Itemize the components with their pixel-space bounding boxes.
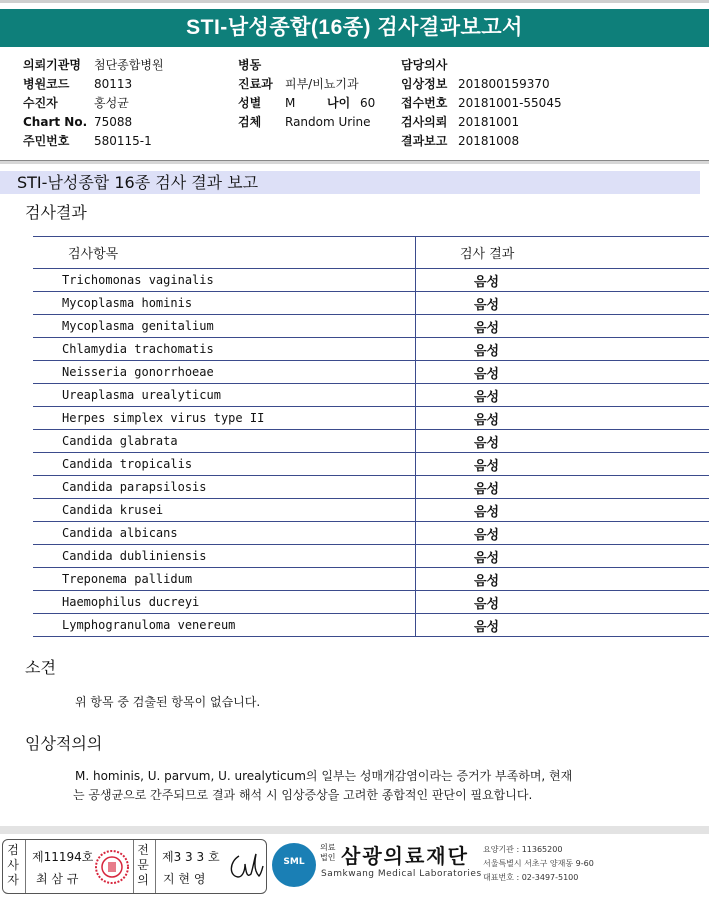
patient-label: 수진자 (23, 96, 58, 110)
reviewer-signature-icon (225, 850, 265, 884)
chart-label: Chart No. (23, 115, 88, 129)
table-row (33, 614, 709, 637)
table-row (33, 292, 709, 315)
test-result: 음성 (474, 389, 500, 405)
receipt-value: 20181001-55045 (458, 96, 562, 110)
report-title: STI-남성종합(16종) 검사결과보고서 (0, 9, 709, 47)
age-value: 60 (360, 96, 376, 110)
examiner-seal-icon (94, 849, 130, 885)
table-row (33, 568, 709, 591)
patient-value: 홍성균 (94, 96, 129, 110)
specimen-label: 검체 (238, 115, 262, 129)
hospital-code-value: 80113 (94, 77, 133, 91)
request-value: 20181001 (458, 115, 520, 129)
report-date-label: 결과보고 (401, 134, 448, 148)
test-item: Candida parapsilosis (33, 476, 416, 499)
org-name-en: Samkwang Medical Laboratories (321, 869, 482, 879)
test-item: Neisseria gonorrhoeae (33, 361, 416, 384)
examiner-name: 최 삼 규 (36, 872, 79, 886)
test-item: Haemophilus ducreyi (33, 591, 416, 614)
header-divider-shadow (0, 161, 709, 164)
reviewer-number: 제3 3 3 호 (162, 850, 220, 864)
test-result: 음성 (474, 274, 500, 290)
table-row (33, 476, 709, 499)
table-row (33, 591, 709, 614)
org-prefix (320, 843, 335, 863)
hospital-code-label: 병원코드 (23, 77, 70, 91)
test-item: Lymphogranuloma venereum (33, 614, 416, 637)
significance-line-2: 는 공생균으로 간주되므로 결과 해석 시 임상증상을 고려한 종합적인 판단이 필요합니다. (73, 788, 533, 802)
test-result: 음성 (474, 435, 500, 451)
test-result: 음성 (474, 343, 500, 359)
clinical-label: 임상정보 (401, 77, 448, 91)
test-item: Candida dubliniensis (33, 545, 416, 568)
table-row (33, 522, 709, 545)
info-middle (238, 56, 375, 132)
table-row (33, 453, 709, 476)
logo-text: SML (283, 857, 305, 867)
test-result: 음성 (474, 481, 500, 497)
test-item: Mycoplasma genitalium (33, 315, 416, 338)
table-row (33, 545, 709, 568)
table-row (33, 361, 709, 384)
signature-divider-1 (25, 840, 26, 893)
reviewer-label: 전 문 의 (137, 843, 149, 887)
report-date-value: 20181008 (458, 134, 520, 148)
test-item: Mycoplasma hominis (33, 292, 416, 315)
test-item: Herpes simplex virus type II (33, 407, 416, 430)
license-number: 요양기관 : 11365200 (483, 845, 563, 854)
sex-label: 성별 (238, 96, 262, 110)
id-value: 580115-1 (94, 134, 152, 148)
table-row (33, 384, 709, 407)
col-item-header: 검사항목 (33, 237, 416, 269)
dept-value: 피부/비뇨기과 (285, 77, 359, 91)
findings-heading: 소견 (25, 658, 56, 677)
test-result: 음성 (474, 573, 500, 589)
table-row (33, 430, 709, 453)
test-item: Chlamydia trachomatis (33, 338, 416, 361)
info-left (23, 56, 164, 151)
table-row (33, 269, 709, 292)
org-phone: 대표번호 : 02-3497-5100 (483, 873, 579, 882)
results-header-row (33, 237, 709, 269)
table-row (33, 338, 709, 361)
test-item: Candida tropicalis (33, 453, 416, 476)
clinical-value: 201800159370 (458, 77, 550, 91)
significance-line-1: M. hominis, U. parvum, U. urealyticum의 일부는 성매개감염이라는 증거가 부족하며, 현재 (75, 769, 573, 783)
results-table (33, 236, 709, 637)
test-item: Treponema pallidum (33, 568, 416, 591)
significance-text (75, 767, 675, 805)
signature-divider-3 (155, 840, 156, 893)
chart-value: 75088 (94, 115, 133, 129)
org-name: 삼광의료재단 (341, 844, 469, 868)
test-result: 음성 (474, 297, 500, 313)
org-logo-icon (272, 843, 316, 887)
institution-label: 의뢰기관명 (23, 58, 81, 72)
significance-heading: 임상적의의 (25, 734, 103, 753)
test-result: 음성 (474, 504, 500, 520)
ward-label: 병동 (238, 58, 262, 72)
test-result: 음성 (474, 366, 500, 382)
results-heading: 검사결과 (25, 203, 87, 222)
examiner-label: 검 사 자 (7, 843, 19, 887)
reviewer-name: 지 현 영 (163, 872, 206, 886)
id-label: 주민번호 (23, 134, 70, 148)
signature-box (2, 839, 267, 894)
request-label: 검사의뢰 (401, 115, 448, 129)
results-body (33, 269, 709, 637)
col-result-header: 검사 결과 (460, 247, 515, 262)
test-result: 음성 (474, 596, 500, 612)
test-result: 음성 (474, 320, 500, 336)
examiner-number: 제11194호 (32, 850, 94, 864)
test-result: 음성 (474, 550, 500, 566)
age-label: 나이 (327, 96, 351, 110)
signature-divider-2 (133, 840, 134, 893)
org-prefix-2: 법인 (320, 853, 336, 862)
test-result: 음성 (474, 527, 500, 543)
info-right (401, 56, 562, 151)
section-title: STI-남성종합 16종 검사 결과 보고 (0, 171, 700, 194)
table-row (33, 407, 709, 430)
table-row (33, 315, 709, 338)
test-item: Ureaplasma urealyticum (33, 384, 416, 407)
org-prefix-1: 의료 (320, 843, 336, 852)
test-item: Candida albicans (33, 522, 416, 545)
sex-value: M (285, 96, 296, 110)
footer-divider (0, 826, 709, 834)
top-rule (0, 0, 709, 3)
test-result: 음성 (474, 619, 500, 635)
test-item: Candida glabrata (33, 430, 416, 453)
test-item: Trichomonas vaginalis (33, 269, 416, 292)
findings-text: 위 항목 중 검출된 항목이 없습니다. (75, 695, 261, 709)
org-address: 서울특별시 서초구 양재동 9-60 (483, 859, 594, 868)
doctor-label: 담당의사 (401, 58, 448, 72)
test-item: Candida krusei (33, 499, 416, 522)
institution-value: 첨단종합병원 (94, 58, 164, 72)
test-result: 음성 (474, 412, 500, 428)
specimen-value: Random Urine (285, 115, 371, 129)
receipt-label: 접수번호 (401, 96, 448, 110)
test-result: 음성 (474, 458, 500, 474)
dept-label: 진료과 (238, 77, 273, 91)
table-row (33, 499, 709, 522)
